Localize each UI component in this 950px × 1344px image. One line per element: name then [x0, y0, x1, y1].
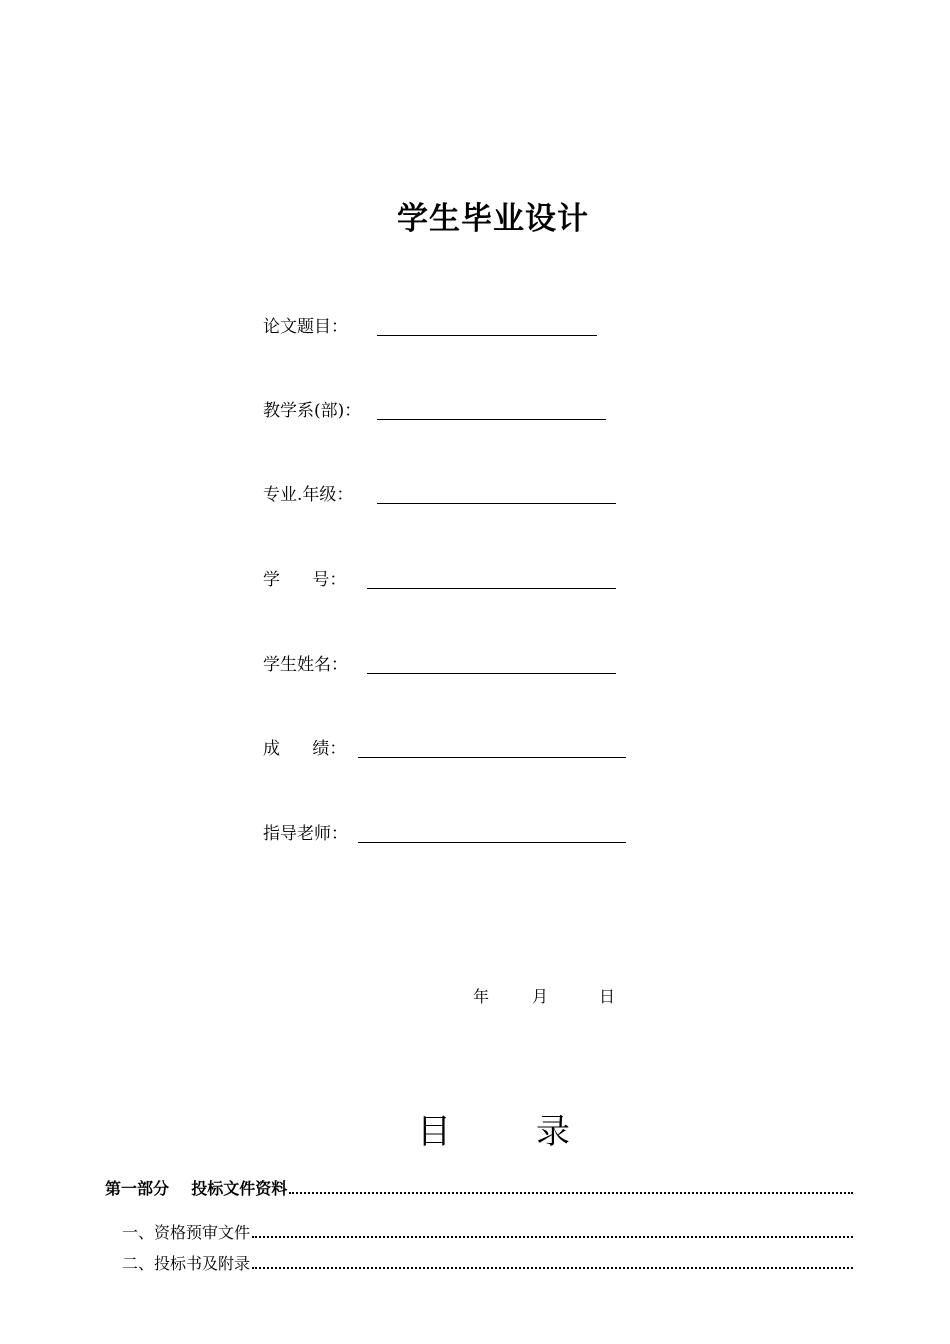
field-underline [367, 673, 616, 674]
field-thesis-title [263, 312, 603, 342]
field-label: 成 绩： [263, 739, 347, 759]
field-major-grade [263, 480, 623, 510]
toc-entry-text: 一、资格预审文件 [122, 1223, 251, 1242]
toc-leader-dots [252, 1236, 853, 1238]
field-underline [358, 842, 626, 843]
field-label: 论文题目： [263, 317, 348, 337]
toc-entry[interactable] [105, 1248, 853, 1274]
field-underline [367, 588, 616, 589]
field-student-id [263, 565, 623, 595]
field-advisor [263, 819, 633, 849]
toc-leader-dots [289, 1192, 853, 1194]
date-month: 月 [532, 987, 549, 1006]
field-department [263, 396, 613, 426]
field-underline [358, 757, 626, 758]
field-underline [377, 503, 616, 504]
toc-title-right: 录 [536, 1112, 570, 1152]
date-day: 日 [599, 987, 616, 1006]
toc-entry-text: 二、投标书及附录 [122, 1254, 251, 1273]
field-label: 指导老师： [263, 824, 348, 844]
toc-leader-dots [252, 1267, 853, 1269]
field-label: 学 号： [263, 570, 347, 590]
field-student-name [263, 650, 623, 680]
field-underline [377, 419, 606, 420]
toc-entry[interactable] [105, 1217, 853, 1243]
field-label: 教学系(部)： [263, 401, 362, 421]
page-title: 学生毕业设计 [397, 201, 589, 237]
toc-entry-text: 第一部分 投标文件资料 [105, 1179, 288, 1198]
field-grade-score [263, 734, 633, 764]
toc-title-left: 目 [417, 1112, 451, 1152]
field-label: 学生姓名： [263, 655, 348, 675]
field-label: 专业.年级： [263, 485, 354, 505]
field-underline [377, 335, 597, 336]
date-year: 年 [473, 987, 490, 1006]
toc-entry[interactable] [105, 1173, 853, 1199]
